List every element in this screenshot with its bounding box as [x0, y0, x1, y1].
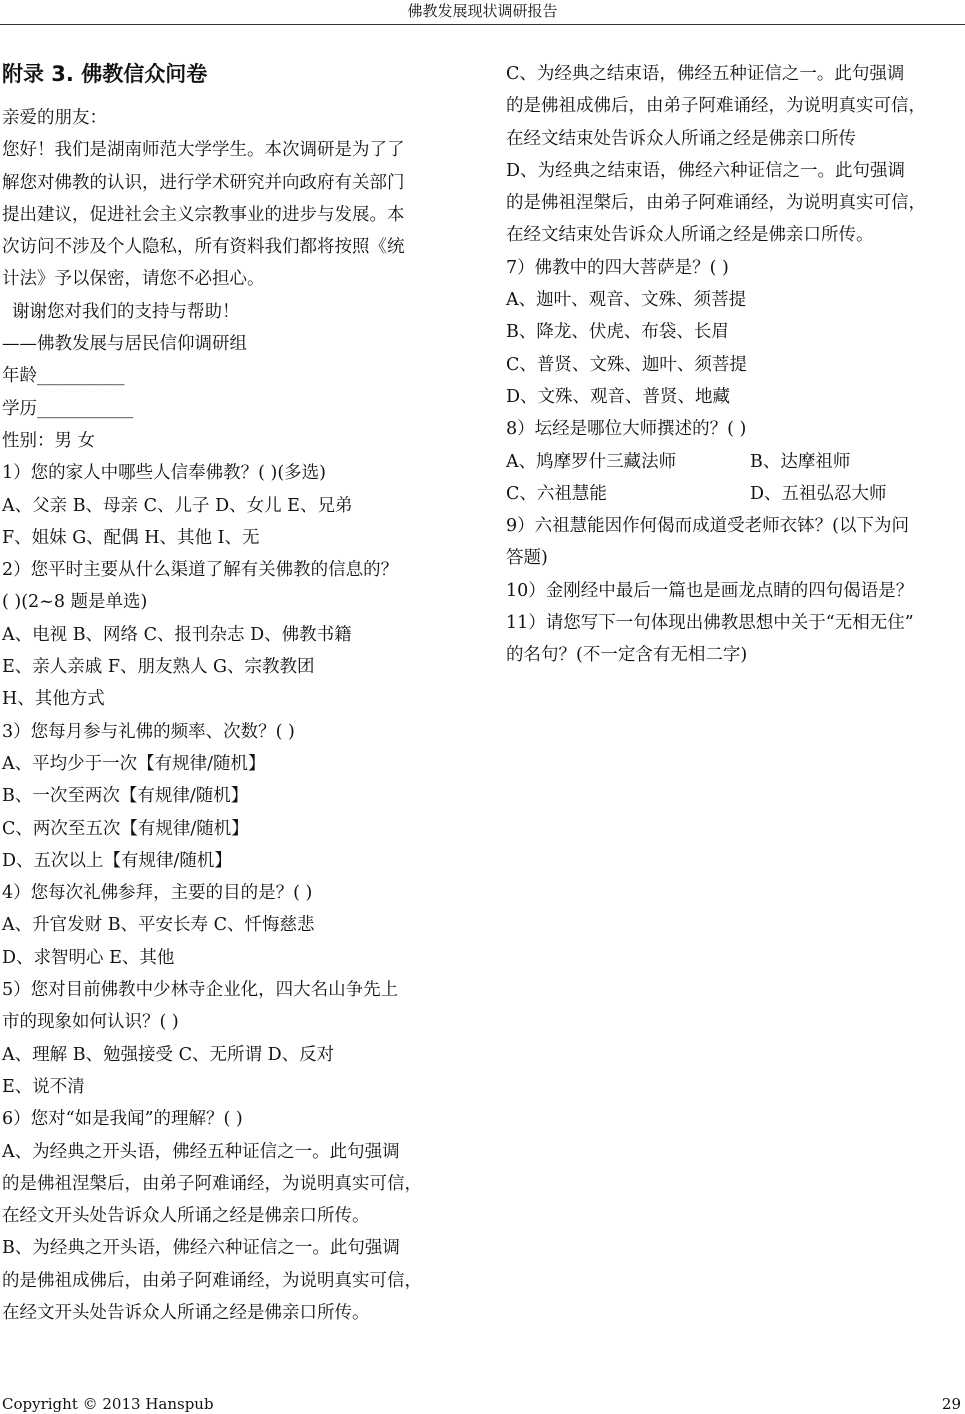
text-line: 性别：男 女 [2, 430, 96, 451]
option-text: C、六祖慧能 [506, 483, 607, 504]
text-line: 11）请您写下一句体现出佛教思想中关于“无相无住” [506, 613, 914, 634]
text-line: 在经文开头处告诉众人所诵之经是佛亲口所传。 [2, 1302, 370, 1323]
text-line: 9）六祖慧能因作何偈而成道受老师衣钵？(以下为问 [506, 516, 909, 537]
text-line: 10）金刚经中最后一篇也是画龙点睛的四句偈语是？ [506, 580, 914, 601]
text-line: 8）坛经是哪位大师撰述的？( ) [506, 419, 747, 440]
text-line: 的是佛祖成佛后，由弟子阿难诵经，为说明真实可信， [2, 1270, 422, 1291]
text-line: 7）佛教中的四大菩萨是？( ) [506, 257, 729, 278]
text-line: D、求智明心 E、其他 [2, 947, 175, 968]
right-column-body-bottom [506, 510, 964, 671]
text-line: 1）您的家人中哪些人信奉佛教？( )(多选) [2, 463, 327, 484]
text-line: A、迦叶、观音、文殊、须菩提 [506, 290, 747, 311]
text-line: 提出建议，促进社会主义宗教事业的进步与发展。本 [2, 204, 405, 225]
option-text: B、达摩祖师 [750, 451, 851, 472]
text-line: 4）您每次礼佛参拜，主要的目的是？( ) [2, 883, 313, 904]
appendix-title: 附录 3. 佛教信众问卷 [2, 62, 208, 86]
text-line: B、为经典之开头语，佛经六种证信之一。此句强调 [2, 1238, 400, 1259]
left-column [2, 56, 460, 1329]
running-title: 佛教发展现状调研报告 [407, 2, 558, 20]
text-line: 在经文结束处告诉众人所诵之经是佛亲口所传。 [506, 225, 874, 246]
text-line: 在经文开头处告诉众人所诵之经是佛亲口所传。 [2, 1206, 370, 1227]
q8-options [506, 446, 964, 511]
text-line: D、五次以上【有规律/随机】 [2, 850, 232, 871]
text-line: C、普贤、文殊、迦叶、须菩提 [506, 354, 747, 375]
text-line: ( )(2~8 题是单选) [2, 592, 148, 613]
text-line: A、理解 B、勉强接受 C、无所谓 D、反对 [2, 1044, 335, 1065]
text-line: 市的现象如何认识？( ) [2, 1012, 179, 1033]
copyright-notice: Copyright © 2013 Hanspub [2, 1395, 214, 1413]
text-line: 3）您每月参与礼佛的频率、次数？( ) [2, 721, 295, 742]
text-line: E、说不清 [2, 1076, 85, 1097]
text-line: A、平均少于一次【有规律/随机】 [2, 753, 266, 774]
text-line: 年龄__________ [2, 366, 125, 387]
text-line: 计法》予以保密，请您不必担心。 [2, 269, 265, 290]
text-line: H、其他方式 [2, 689, 105, 710]
text-line: 谢谢您对我们的支持与帮助！ [12, 301, 240, 322]
text-line: 2）您平时主要从什么渠道了解有关佛教的信息的？ [2, 560, 399, 581]
text-line: B、降龙、伏虎、布袋、长眉 [506, 322, 729, 343]
text-line: A、升官发财 B、平安长寿 C、忏悔慈悲 [2, 915, 315, 936]
page-number: 29 [941, 1395, 961, 1413]
text-line: 6）您对“如是我闻”的理解？( ) [2, 1109, 243, 1130]
page-header [0, 0, 965, 25]
option-text: A、鸠摩罗什三藏法师 [506, 451, 677, 472]
text-line: 次访问不涉及个人隐私，所有资料我们都将按照《统 [2, 237, 405, 258]
text-line: 您好！我们是湖南师范大学学生。本次调研是为了了 [2, 140, 405, 161]
text-line: 的名句？(不一定含有无相二字) [506, 645, 748, 666]
page-footer [0, 1394, 965, 1414]
text-line: 解您对佛教的认识，进行学术研究并向政府有关部门 [2, 172, 405, 193]
left-column-body [2, 102, 460, 1329]
text-line: D、为经典之结束语，佛经六种证信之一。此句强调 [506, 160, 906, 181]
text-line: F、姐妹 G、配偶 H、其他 I、无 [2, 527, 260, 548]
text-line: 学历___________ [2, 398, 134, 419]
text-line: ——佛教发展与居民信仰调研组 [2, 334, 247, 355]
text-line: 的是佛祖成佛后，由弟子阿难诵经，为说明真实可信， [506, 96, 926, 117]
right-column-body-top [506, 58, 964, 446]
option-row [506, 478, 964, 510]
right-column [506, 58, 964, 672]
text-line: C、为经典之结束语，佛经五种证信之一。此句强调 [506, 64, 905, 84]
text-line: 5）您对目前佛教中少林寺企业化，四大名山争先上 [2, 980, 399, 1001]
text-line: 在经文结束处告诉众人所诵之经是佛亲口所传 [506, 128, 856, 149]
text-line: A、父亲 B、母亲 C、儿子 D、女儿 E、兄弟 [2, 495, 353, 516]
option-text: D、五祖弘忍大师 [750, 483, 887, 504]
text-line: D、文殊、观音、普贤、地藏 [506, 386, 731, 407]
text-line: 的是佛祖涅槃后，由弟子阿难诵经，为说明真实可信， [2, 1173, 422, 1194]
text-line: C、两次至五次【有规律/随机】 [2, 818, 249, 839]
option-row [506, 446, 964, 478]
text-line: E、亲人亲戚 F、朋友熟人 G、宗教教团 [2, 657, 315, 678]
text-line: 的是佛祖涅槃后，由弟子阿难诵经，为说明真实可信， [506, 193, 926, 214]
text-line: A、为经典之开头语，佛经五种证信之一。此句强调 [2, 1141, 400, 1162]
text-line: 亲爱的朋友： [2, 108, 107, 128]
text-line: A、电视 B、网络 C、报刊杂志 D、佛教书籍 [2, 624, 352, 645]
text-line: 答题) [506, 548, 548, 569]
text-line: B、一次至两次【有规律/随机】 [2, 786, 249, 807]
